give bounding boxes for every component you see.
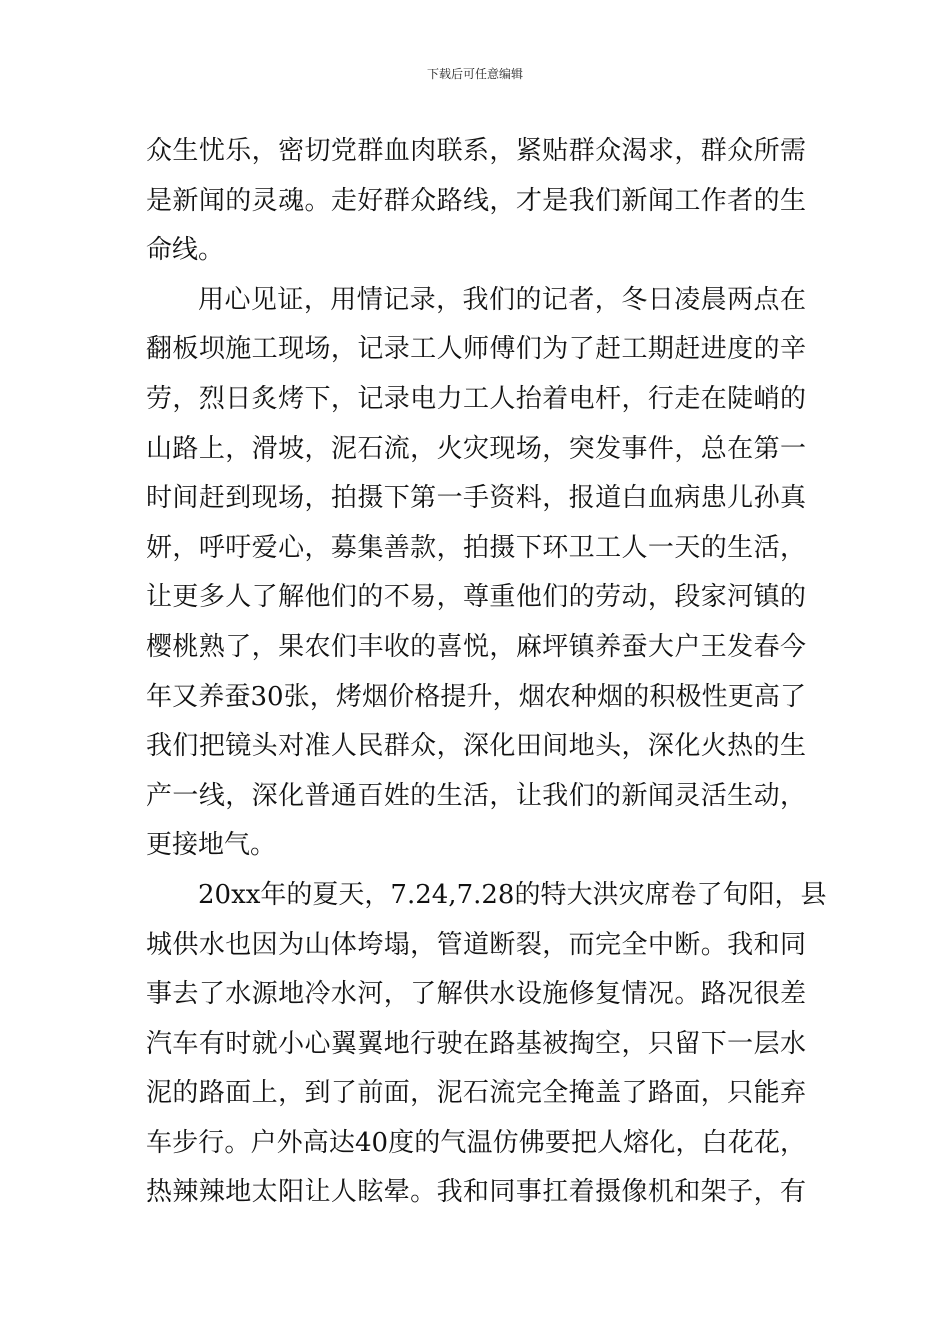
text-line: 山路上，滑坡，泥石流，火灾现场，突发事件，总在第一: [146, 433, 806, 464]
text-line: 劳，烈日炙烤下，记录电力工人抬着电杆，行走在陡峭的: [146, 383, 806, 414]
paragraph-2: [146, 276, 806, 871]
page-header-note: 下载后可任意编辑: [426, 67, 523, 81]
text-line: 20xx年的夏天，7.24,7.28的特大洪灾席卷了旬阳，县: [198, 879, 827, 910]
text-line: 城供水也因为山体垮塌，管道断裂，而完全中断。我和同: [146, 929, 806, 960]
text-line: 用心见证，用情记录，我们的记者，冬日凌晨两点在: [198, 284, 806, 315]
text-line: 众生忧乐，密切党群血肉联系，紧贴群众渴求，群众所需: [146, 136, 806, 166]
text-line: 翻板坝施工现场，记录工人师傅们为了赶工期赶进度的辛: [146, 334, 806, 365]
text-line: 热辣辣地太阳让人眩晕。我和同事扛着摄像机和架子，有: [146, 1177, 806, 1208]
text-line: 樱桃熟了，果农们丰收的喜悦，麻坪镇养蚕大户王发春今: [146, 631, 806, 662]
text-line: 妍，呼吁爱心，募集善款，拍摄下环卫工人一天的生活，: [146, 532, 806, 563]
text-line: 是新闻的灵魂。走好群众路线，才是我们新闻工作者的生: [146, 185, 806, 216]
text-line: 汽车有时就小心翼翼地行驶在路基被掏空，只留下一层水: [146, 1028, 806, 1059]
text-line: 我们把镜头对准人民群众，深化田间地头，深化火热的生: [146, 731, 806, 762]
text-line: 年又养蚕30张，烤烟价格提升，烟农种烟的积极性更高了: [146, 681, 806, 712]
paragraph-1: [146, 127, 806, 276]
document-body: [146, 127, 827, 1218]
text-line: 时间赶到现场，拍摄下第一手资料，报道白血病患儿孙真: [146, 483, 806, 514]
text-line: 让更多人了解他们的不易，尊重他们的劳动，段家河镇的: [146, 582, 806, 613]
text-line: 事去了水源地冷水河，了解供水设施修复情况。路况很差: [146, 979, 806, 1010]
text-line: 产一线，深化普通百姓的生活，让我们的新闻灵活生动，: [146, 780, 806, 811]
text-line: 命线。: [146, 235, 225, 266]
text-line: 泥的路面上，到了前面，泥石流完全掩盖了路面，只能弃: [146, 1078, 806, 1109]
text-line: 更接地气。: [146, 830, 277, 861]
text-line: 车步行。户外高达40度的气温仿佛要把人熔化，白花花，: [146, 1127, 806, 1158]
paragraph-3: [146, 871, 827, 1218]
